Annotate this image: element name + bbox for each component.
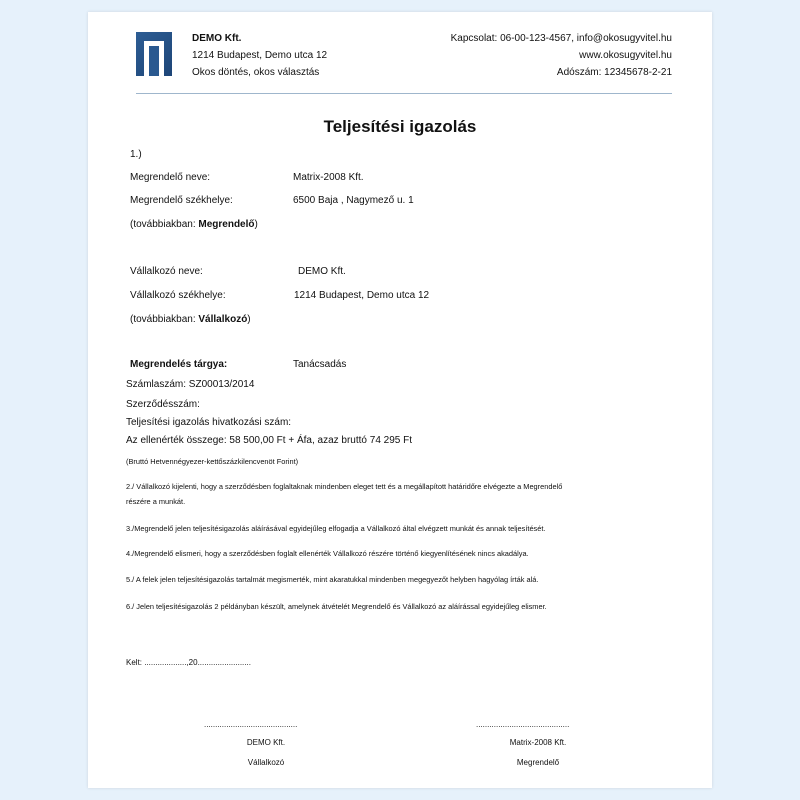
- clause-2-line-2: részére a munkát.: [126, 497, 186, 506]
- customer-name-value: Matrix-2008 Kft.: [293, 172, 364, 183]
- company-name: DEMO Kft.: [192, 33, 242, 44]
- clause-2-line-1: 2./ Vállalkozó kijelenti, hogy a szerződésben foglaltaknak mindenben eleget tett és a megállapított határidőre elvégezte a Megrendelő: [126, 482, 563, 491]
- amount-line: Az ellenérték összege: 58 500,00 Ft + Áfa, azaz bruttó 74 295 Ft: [126, 435, 413, 446]
- contractor-name-value: DEMO Kft.: [298, 266, 346, 277]
- signature-name-left: DEMO Kft.: [246, 738, 286, 747]
- company-slogan: Okos döntés, okos választás: [192, 67, 320, 78]
- clause-4: 4./Megrendelő elismeri, hogy a szerződésben foglalt ellenérték Vállalkozó részére történő kiegyenlítésének nincs akadálya.: [126, 549, 529, 558]
- header-divider: [136, 93, 672, 94]
- contractor-seat-value: 1214 Budapest, Demo utca 12: [294, 290, 430, 301]
- company-logo: [136, 32, 172, 76]
- company-address: 1214 Budapest, Demo utca 12: [192, 50, 328, 61]
- order-subject-label: Megrendelés tárgya:: [130, 359, 228, 370]
- invoice-number: Számlaszám: SZ00013/2014: [126, 379, 255, 390]
- signature-name-right: Matrix-2008 Kft.: [509, 738, 567, 747]
- clause-3: 3./Megrendelő jelen teljesítésigazolás aláírásával egyidejűleg elfogadja a Vállalkozó által elvégzett munkát és annak teljesítését.: [126, 524, 546, 533]
- clause-5: 5./ A felek jelen teljesítésigazolás tartalmát megismerték, mint akaratukkal mindenben megegyezőt helyben hagyólag írták alá.: [126, 575, 539, 584]
- company-taxno: Adószám: 12345678-2-21: [556, 67, 672, 78]
- signature-line-right: ..........................................: [476, 720, 570, 729]
- company-website: www.okosugyvitel.hu: [579, 50, 672, 61]
- company-contact: Kapcsolat: 06-00-123-4567, info@okosugyvitel.hu: [450, 33, 672, 44]
- date-line: Kelt: ...................,20........................: [126, 658, 251, 667]
- signature-role-left: Vállalkozó: [247, 758, 285, 767]
- contractor-name-label: Vállalkozó neve:: [130, 266, 203, 277]
- contractor-seat-label: Vállalkozó székhelye:: [130, 290, 226, 301]
- customer-seat-label: Megrendelő székhelye:: [130, 195, 233, 206]
- clause-6: 6./ Jelen teljesítésigazolás 2 példányban készült, amelynek átvételét Megrendelő és Vállalkozó az aláírással egyidejűleg elismer.: [126, 602, 547, 611]
- customer-name-label: Megrendelő neve:: [130, 172, 211, 183]
- customer-alias: (továbbiakban: Megrendelő): [130, 219, 258, 230]
- document-page: [88, 12, 712, 788]
- section-1-label: 1.): [130, 149, 142, 160]
- document-title: Teljesítési igazolás: [323, 117, 477, 136]
- signature-line-left: ..........................................: [204, 720, 298, 729]
- contractor-alias: (továbbiakban: Vállalkozó): [130, 314, 251, 325]
- signature-role-right: Megrendelő: [516, 758, 560, 767]
- order-subject-value: Tanácsadás: [293, 359, 347, 370]
- amount-in-words: (Bruttó Hetvennégyezer-kettőszázkilencvenöt Forint): [126, 457, 299, 466]
- customer-seat-value: 6500 Baja , Nagymező u. 1: [293, 195, 414, 206]
- contract-number: Szerződésszám:: [126, 399, 200, 410]
- reference-number: Teljesítési igazolás hivatkozási szám:: [126, 417, 292, 428]
